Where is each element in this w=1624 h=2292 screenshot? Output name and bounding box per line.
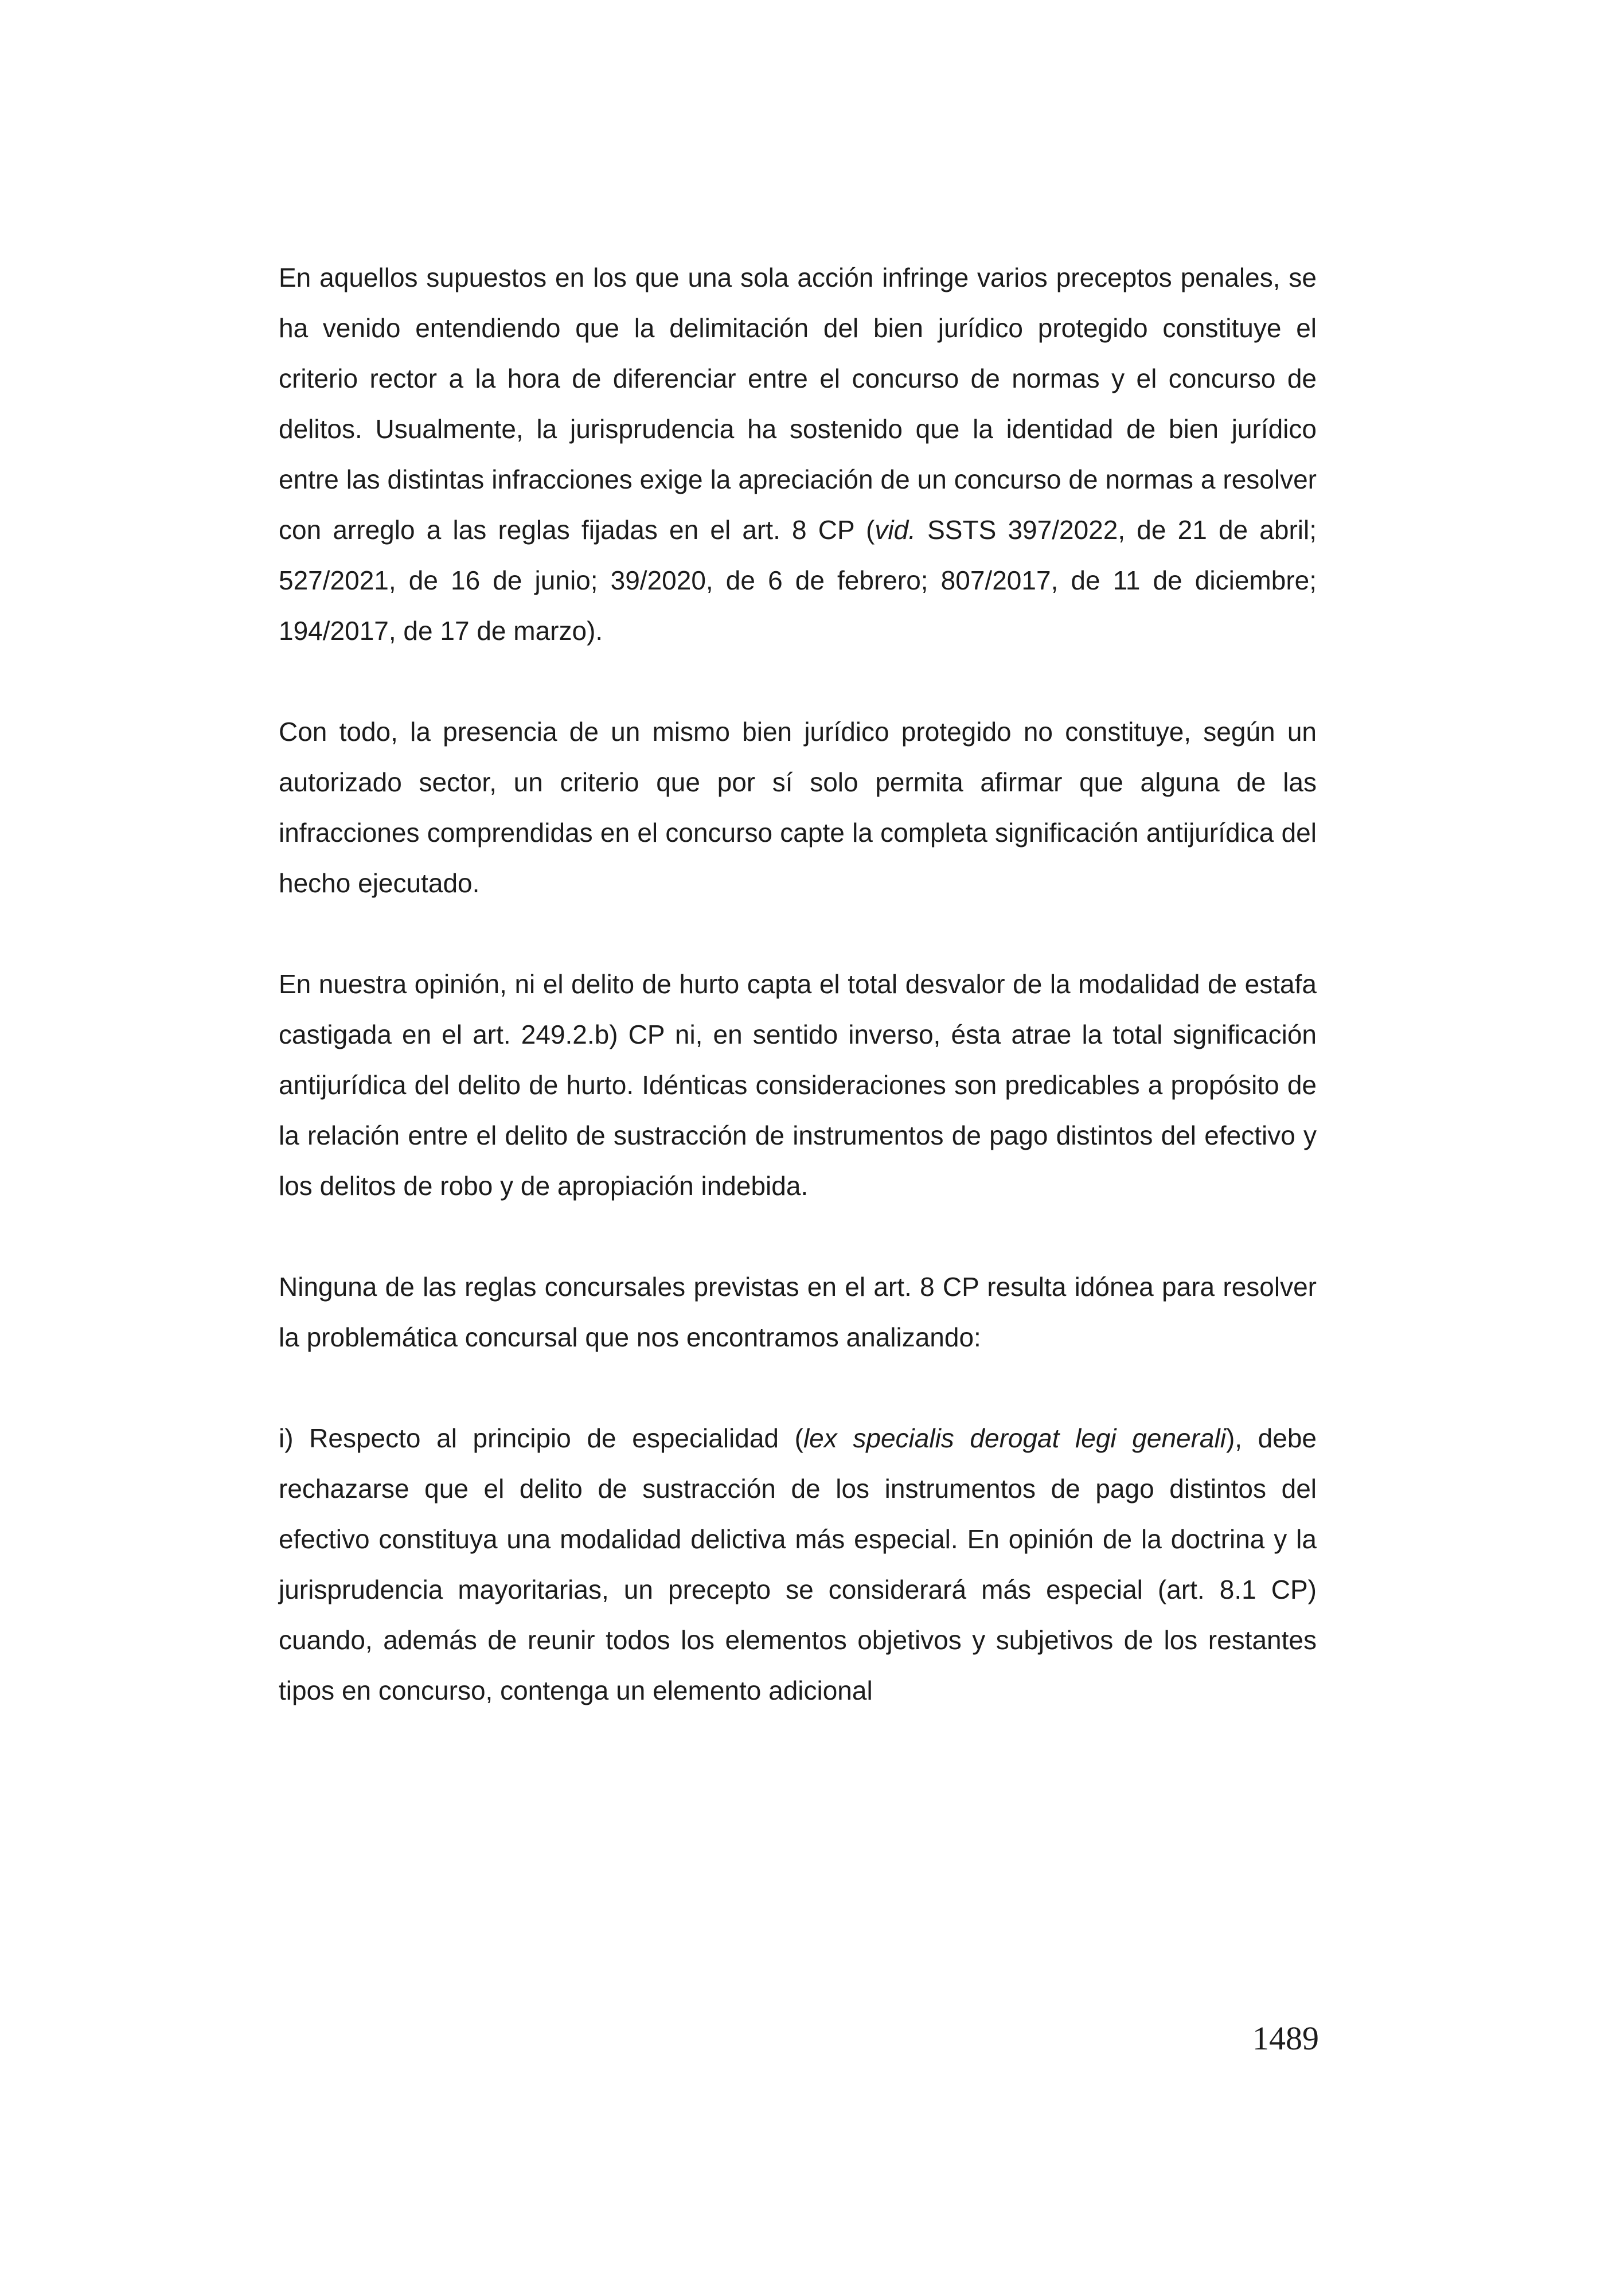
- paragraph-1-text-after: SSTS 397/2022, de 21 de abril; 527/2021, de 16 de junio; 39/2020, de 6 de febrero; 807/2017, de 11 de diciembre; 194/2017, de 17 de marzo).: [279, 515, 1317, 646]
- paragraph-5-italic: lex specialis derogat legi generali: [803, 1423, 1226, 1453]
- paragraph-5-text: i) Respecto al principio de especialidad (: [279, 1423, 803, 1453]
- paragraph-1: [279, 252, 1317, 656]
- paragraph-3: En nuestra opinión, ni el delito de hurto capta el total desvalor de la modalidad de estafa castigada en el art. 249.2.b) CP ni, en sentido inverso, ésta atrae la total significación antijurídica del delito de hurto. Idénticas consideraciones son predicables a propósito de la relación entre el delito de sustracción de instrumentos de pago distintos del efectivo y los delitos de robo y de apropiación indebida.: [279, 969, 1317, 1201]
- paragraph-1-italic: vid.: [875, 515, 916, 545]
- page-number: 1489: [1252, 2020, 1319, 2057]
- paragraph-2: Con todo, la presencia de un mismo bien jurídico protegido no constituye, según un autorizado sector, un criterio que por sí solo permita afirmar que alguna de las infracciones comprendidas en el concurso capte la completa significación antijurídica del hecho ejecutado.: [279, 717, 1317, 898]
- paragraph-1-text: En aquellos supuestos en los que una sola acción infringe varios preceptos penales, se ha venido entendiendo que la delimitación del bien jurídico protegido constituye el criterio rector a la hora de diferenciar entre el concurso de normas y el concurso de delitos. Usualmente, la jurisprudencia ha sostenido que la identidad de bien jurídico entre las distintas infracciones exige la apreciación de un concurso de normas a resolver con arreglo a las reglas fijadas en el art. 8 CP (: [279, 263, 1317, 545]
- body-text: [279, 252, 1317, 1716]
- paragraph-5: [279, 1413, 1317, 1716]
- paragraph-5-text-after: ), debe rechazarse que el delito de sustracción de los instrumentos de pago distintos del efectivo constituya una modalidad delictiva más especial. En opinión de la doctrina y la jurisprudencia mayoritarias, un precepto se considerará más especial (art. 8.1 CP) cuando, además de reunir todos los elementos objetivos y subjetivos de los restantes tipos en concurso, contenga un elemento adicional: [279, 1423, 1317, 1705]
- paragraph-4: Ninguna de las reglas concursales previstas en el art. 8 CP resulta idónea para resolver la problemática concursal que nos encontramos analizando:: [279, 1272, 1317, 1352]
